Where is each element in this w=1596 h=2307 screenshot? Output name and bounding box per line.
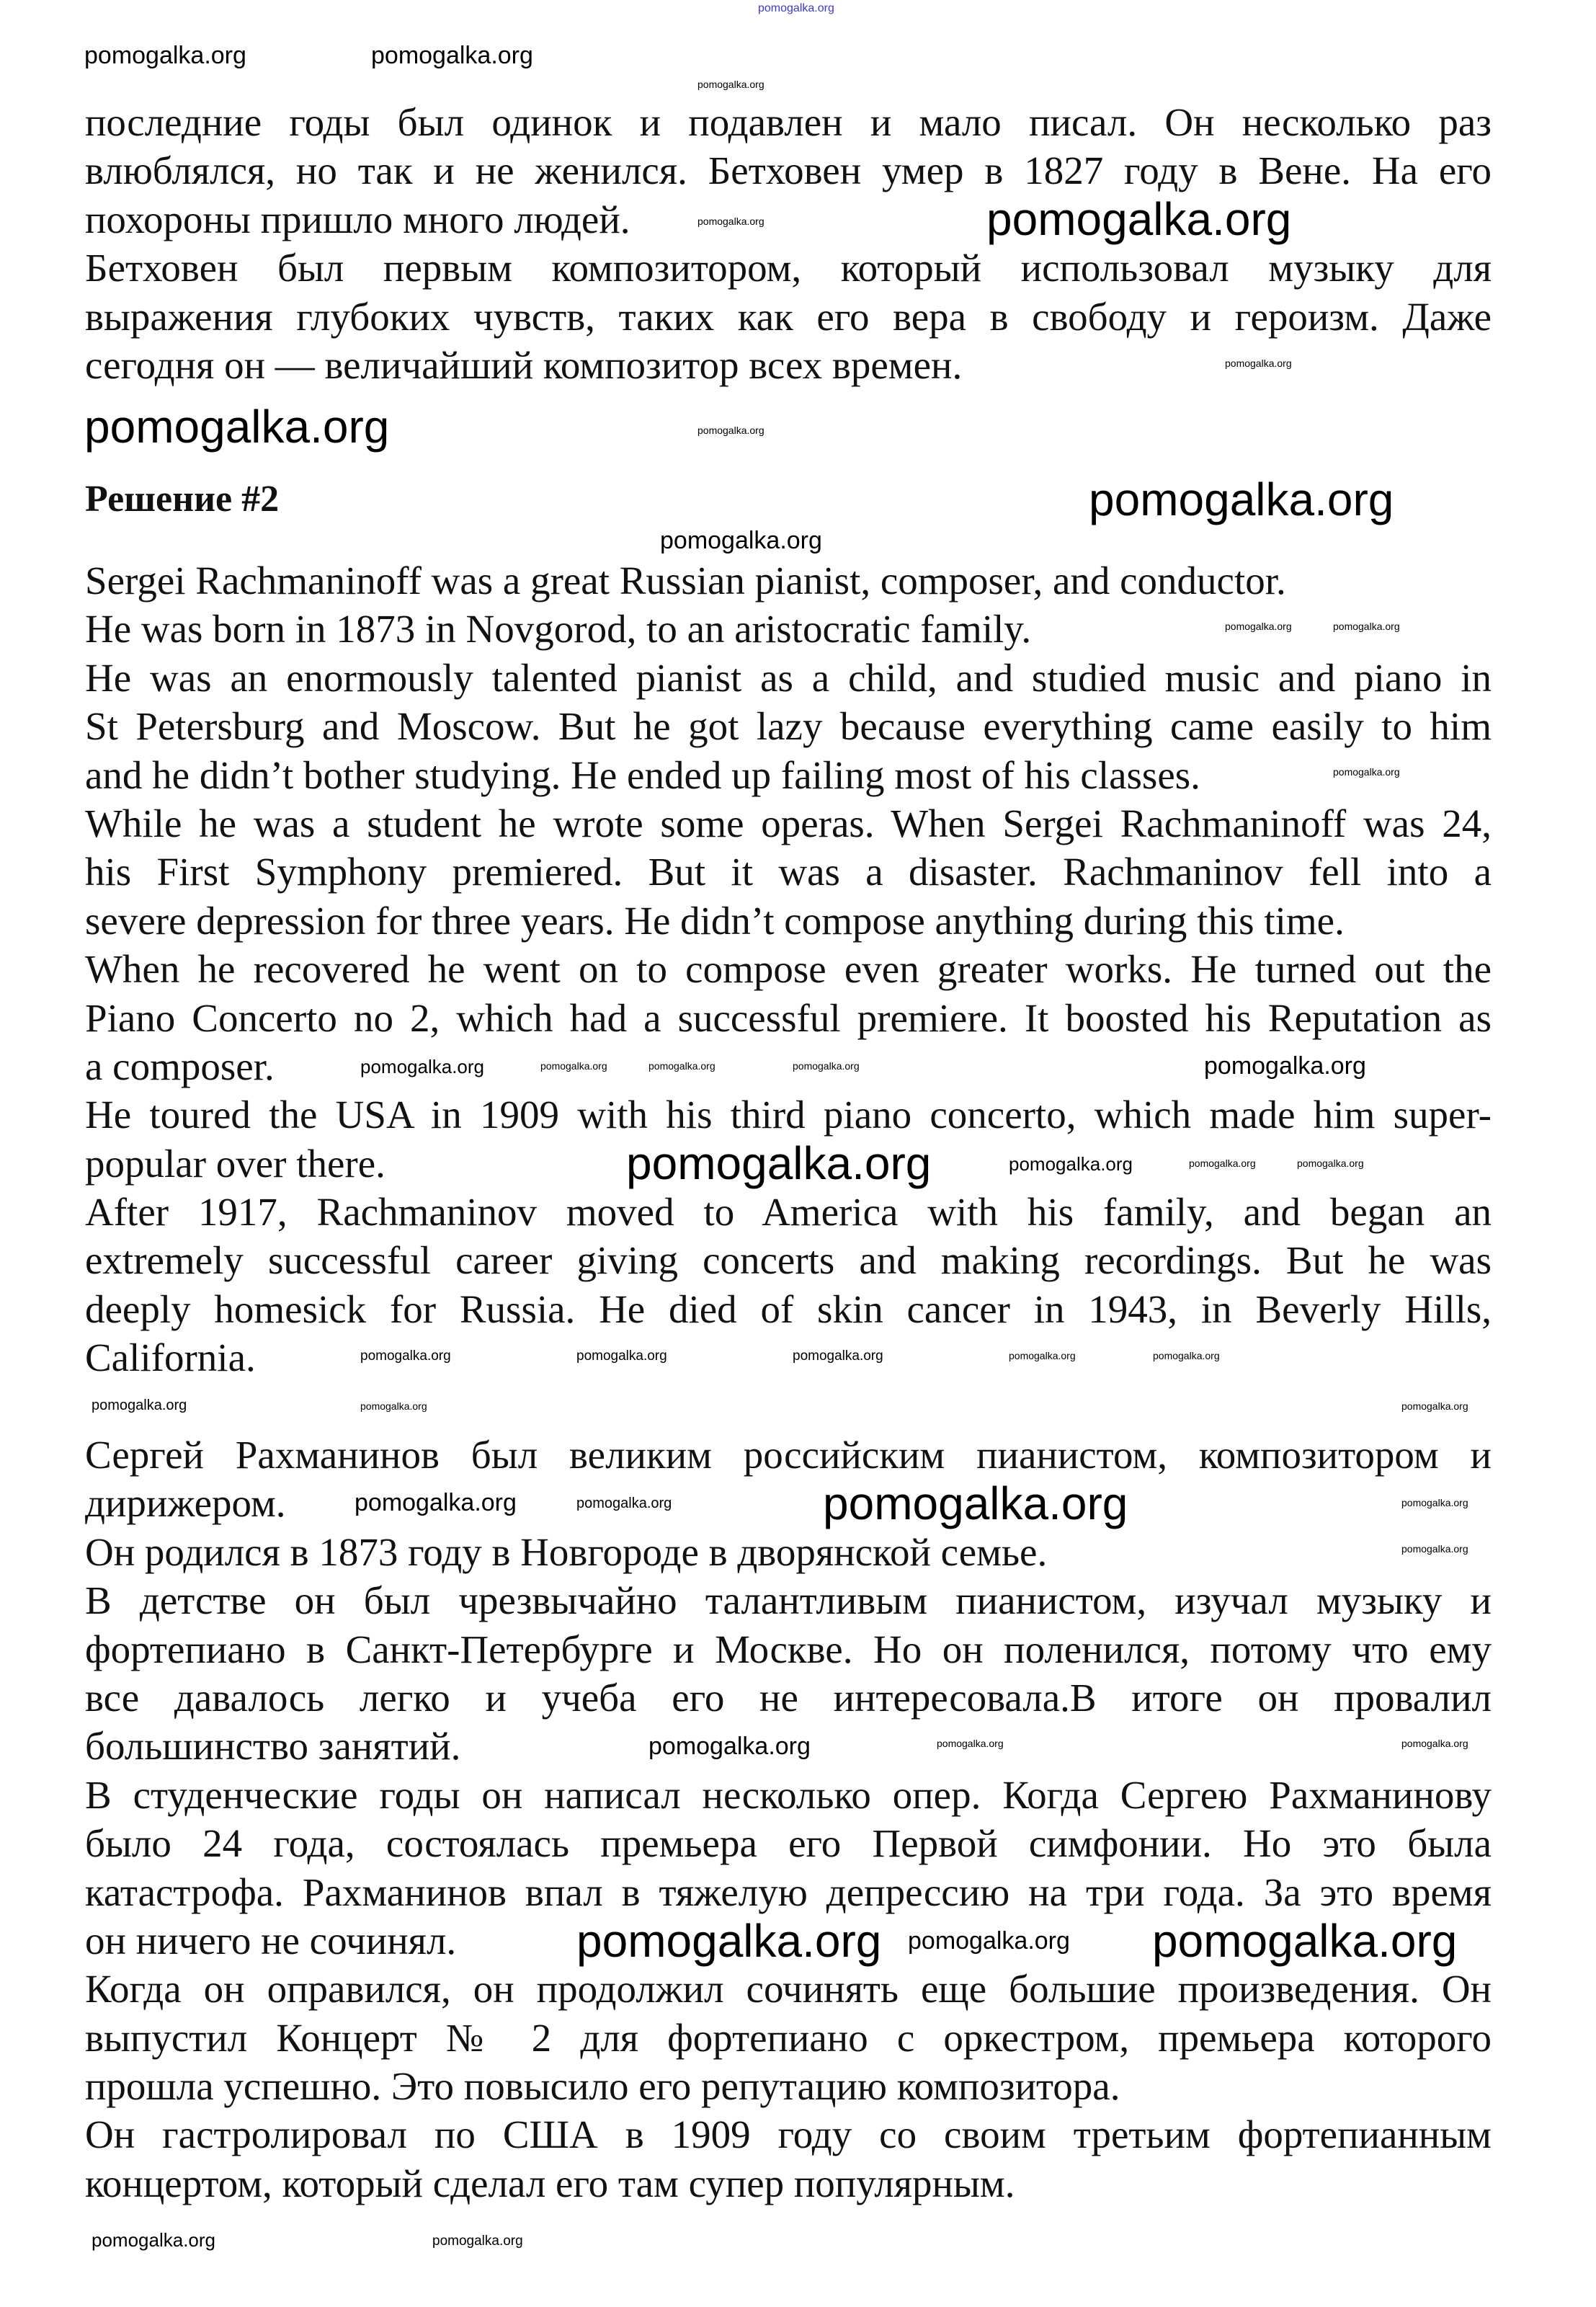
text-line: прошла успешно. Это повысило его репутацию композитора. [85, 2064, 1120, 2109]
watermark: pomogalka.org [1153, 1350, 1220, 1361]
watermark: pomogalka.org [576, 1915, 882, 1967]
watermark: pomogalka.org [660, 527, 822, 554]
watermark: pomogalka.org [355, 1489, 517, 1516]
watermark: pomogalka.org [1333, 621, 1400, 632]
watermark: pomogalka.org [84, 42, 246, 69]
watermark: pomogalka.org [92, 1397, 187, 1413]
watermark: pomogalka.org [360, 1348, 451, 1364]
watermark: pomogalka.org [1401, 1497, 1468, 1508]
text-line: Сергей Рахманинов был великим российским пианистом, композитором и [85, 1433, 1492, 1477]
text-line: St Petersburg and Moscow. But he got lazy because everything came easily to him [85, 704, 1492, 749]
watermark: pomogalka.org [793, 1060, 860, 1072]
watermark: pomogalka.org [1297, 1157, 1364, 1169]
watermark: pomogalka.org [1204, 1052, 1366, 1080]
watermark: pomogalka.org [697, 79, 764, 90]
text-line: severe depression for three years. He didn’t compose anything during this time. [85, 898, 1345, 943]
watermark: pomogalka.org [1009, 1153, 1133, 1175]
text-line: большинство занятий. [85, 1724, 461, 1769]
text-line: сегодня он — величайший композитор всех времен. [85, 342, 963, 387]
text-line: похороны пришло много людей. [85, 197, 630, 241]
section-rachmaninoff-russian [85, 1431, 1492, 2208]
watermark: pomogalka.org [92, 2229, 215, 2251]
text-line: deeply homesick for Russia. He died of skin cancer in 1943, in Beverly Hills, [85, 1286, 1492, 1331]
watermark: pomogalka.org [1225, 621, 1292, 632]
text-line: дирижером. [85, 1481, 286, 1526]
section-rachmaninoff-english [85, 556, 1492, 1382]
text-line: катастрофа. Рахманинов впал в тяжелую депрессию на три года. За это время [85, 1870, 1492, 1914]
text-line: В детстве он был чрезвычайно талантливым пианистом, изучал музыку и [85, 1578, 1492, 1623]
text-line: He toured the USA in 1909 with his third piano concerto, which made him super- [85, 1093, 1492, 1137]
watermark: pomogalka.org [1333, 766, 1400, 778]
text-line: popular over there. [85, 1141, 385, 1186]
watermark: pomogalka.org [793, 1348, 883, 1364]
text-line: влюблялся, но так и не женился. Бетховен умер в 1827 году в Вене. На его [85, 148, 1492, 193]
text-line: Когда он оправился, он продолжил сочинять еще большие произведения. Он [85, 1967, 1492, 2012]
watermark: pomogalka.org [360, 1056, 484, 1077]
watermark: pomogalka.org [648, 1733, 811, 1760]
text-line: California. [85, 1335, 256, 1380]
watermark: pomogalka.org [1401, 1738, 1468, 1749]
text-line: фортепиано в Санкт-Петербурге и Москве. Но он поленился, потому что ему [85, 1627, 1492, 1671]
text-line: Piano Concerto no 2, which had a successful premiere. It boosted his Reputation as [85, 995, 1492, 1040]
watermark: pomogalka.org [937, 1738, 1004, 1749]
text-line: a composer. [85, 1044, 275, 1088]
text-line: выпустил Концерт № 2 для фортепиано с оркестром, премьера которого [85, 2015, 1492, 2060]
watermark: pomogalka.org [823, 1477, 1128, 1529]
watermark: pomogalka.org [360, 1400, 427, 1412]
text-line: все давалось легко и учеба его не интересовала.В итоге он провалил [85, 1675, 1492, 1720]
watermark: pomogalka.org [697, 424, 764, 436]
text-line: and he didn’t bother studying. He ended up failing most of his classes. [85, 752, 1200, 797]
text-line: He was an enormously talented pianist as a child, and studied music and piano in [85, 655, 1492, 700]
text-line: extremely successful career giving concerts and making recordings. But he was [85, 1238, 1492, 1283]
text-line: While he was a student he wrote some operas. When Sergei Rachmaninoff was 24, [85, 801, 1492, 845]
watermark: pomogalka.org [626, 1137, 932, 1189]
watermark: pomogalka.org [1152, 1915, 1458, 1967]
text-line: Он родился в 1873 году в Новгороде в дворянской семье. [85, 1529, 1048, 1574]
text-line: Sergei Rachmaninoff was a great Russian pianist, composer, and conductor. [85, 559, 1286, 603]
watermark: pomogalka.org [432, 2233, 523, 2249]
text-line: When he recovered he went on to compose even greater works. He turned out the [85, 947, 1492, 992]
watermark: pomogalka.org [1401, 1543, 1468, 1555]
text-line: концертом, который сделал его там супер популярным. [85, 2161, 1015, 2205]
watermark: pomogalka.org [1189, 1157, 1256, 1169]
text-line: his First Symphony premiered. But it was a disaster. Rachmaninov fell into a [85, 850, 1492, 894]
watermark: pomogalka.org [697, 215, 764, 227]
watermark: pomogalka.org [908, 1927, 1070, 1955]
text-line: последние годы был одинок и подавлен и мало писал. Он несколько раз [85, 100, 1492, 144]
watermark: pomogalka.org [576, 1348, 667, 1364]
watermark: pomogalka.org [1401, 1400, 1468, 1412]
watermark: pomogalka.org [371, 42, 533, 69]
watermark: pomogalka.org [1225, 357, 1292, 369]
watermark: pomogalka.org [1009, 1350, 1076, 1361]
watermark: pomogalka.org [648, 1060, 715, 1072]
text-line: He was born in 1873 in Novgorod, to an aristocratic family. [85, 607, 1032, 652]
header-watermark[interactable]: pomogalka.org [758, 2, 834, 14]
solution-heading: Решение #2 [85, 479, 280, 520]
watermark: pomogalka.org [986, 193, 1292, 245]
text-line: выражения глубоких чувств, таких как его вера в свободу и героизм. Даже [85, 294, 1492, 339]
watermark: pomogalka.org [1089, 474, 1394, 525]
text-line: было 24 года, состоялась премьера его Первой симфонии. Но это была [85, 1821, 1492, 1866]
watermark: pomogalka.org [576, 1495, 672, 1511]
watermark: pomogalka.org [540, 1060, 607, 1072]
text-line: В студенческие годы он написал несколько опер. Когда Сергею Рахманинову [85, 1772, 1492, 1817]
text-line: After 1917, Rachmaninov moved to America with his family, and began an [85, 1190, 1492, 1235]
text-line: он ничего не сочинял. [85, 1918, 457, 1962]
text-line: Бетховен был первым композитором, который использовал музыку для [85, 246, 1492, 290]
watermark: pomogalka.org [84, 401, 390, 453]
text-line: Он гастролировал по США в 1909 году со своим третьим фортепианным [85, 2112, 1492, 2157]
